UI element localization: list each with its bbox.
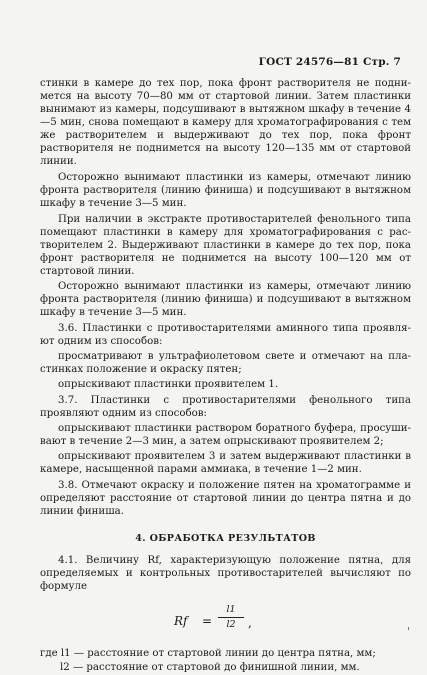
paragraph: 3.6. Пластинки с противостарителями аминного типа проявляют одним из способов: bbox=[40, 323, 411, 347]
paragraph: 3.7. Пластинки с противостарителями фенольного типа проявляют одним из способов: bbox=[40, 395, 411, 419]
paragraph: 3.8. Отмечают окраску и положение пятен на хроматограмме и определяют расстояние от стартовой линии до центра пятна и до линии финиша. bbox=[40, 480, 411, 517]
paragraph: стинки в камере до тех пор, пока фронт растворителя не поднимется на высоту 70—80 мм от стартовой линии. Затем пластинки вынимают из камеры, подсушивают в вытяжном шкафу в течение 4—5 мин, снова помещают в камеру для хроматографирования с тем же растворителем и выдерживают до тех пор, пока фронт растворителя не поднимется на высоту 120—135 мм от стартовой линии. bbox=[40, 78, 411, 167]
section-paragraph: 4.1. Величину Rf, характеризующую положение пятна, для определяемых и контрольных противостарителей вычисляют по формуле bbox=[40, 555, 411, 592]
document-body bbox=[40, 77, 411, 675]
definition-l1: где l1 — расстояние от стартовой линии до центра пятна, мм; bbox=[40, 648, 376, 659]
formula-lhs: Rf bbox=[174, 614, 188, 628]
paragraph: просматривают в ультрафиолетовом свете и отмечают на пластинках положение и окраску пятен; bbox=[40, 351, 411, 375]
paragraph: опрыскивают пластинки раствором боратного буфера, просушивают в течение 2—3 мин, а затем опрыскивают проявителем 2; bbox=[40, 423, 411, 447]
page-header: ГОСТ 24576—81 Стр. 7 bbox=[258, 56, 401, 68]
paragraph: опрыскивают проявителем 3 и затем выдерживают пластинки в камере, насыщенной парами аммиака, в течение 1—2 мин. bbox=[40, 451, 411, 475]
section-title: 4. ОБРАБОТКА РЕЗУЛЬТАТОВ bbox=[135, 533, 316, 544]
definition-l2: l2 — расстояние от стартовой до финишной линии, мм. bbox=[60, 662, 360, 673]
paragraph: опрыскивают пластинки проявителем 1. bbox=[58, 379, 279, 390]
paragraph: Осторожно вынимают пластинки из камеры, отмечают линию фронта растворителя (линию финиша) и подсушивают в вытяжном шкафу в течение 3—5 мин. bbox=[40, 172, 411, 209]
formula bbox=[40, 601, 411, 643]
formula-fraction bbox=[218, 604, 244, 631]
scan-mark bbox=[408, 627, 409, 630]
definitions bbox=[40, 647, 411, 675]
formula-comma: , bbox=[248, 616, 252, 630]
formula-denominator: l2 bbox=[226, 619, 236, 630]
formula-equals: = bbox=[202, 614, 213, 628]
paragraph: Осторожно вынимают пластинки из камеры, отмечают линию фронта растворителя (линию финиша) и подсушивают в вытяжном шкафу в течение 3—5 мин. bbox=[40, 281, 411, 318]
fraction-bar bbox=[218, 617, 244, 618]
formula-numerator: l1 bbox=[226, 604, 236, 615]
paragraph: При наличии в экстракте противостарителей фенольного типа помещают пластинки в камеру для хроматографирования с растворителем 2. Выдерживают пластинки в камере до тех пор, пока фронт растворителя не поднимется на высоту 100—120 мм от стартовой линии. bbox=[40, 214, 411, 277]
